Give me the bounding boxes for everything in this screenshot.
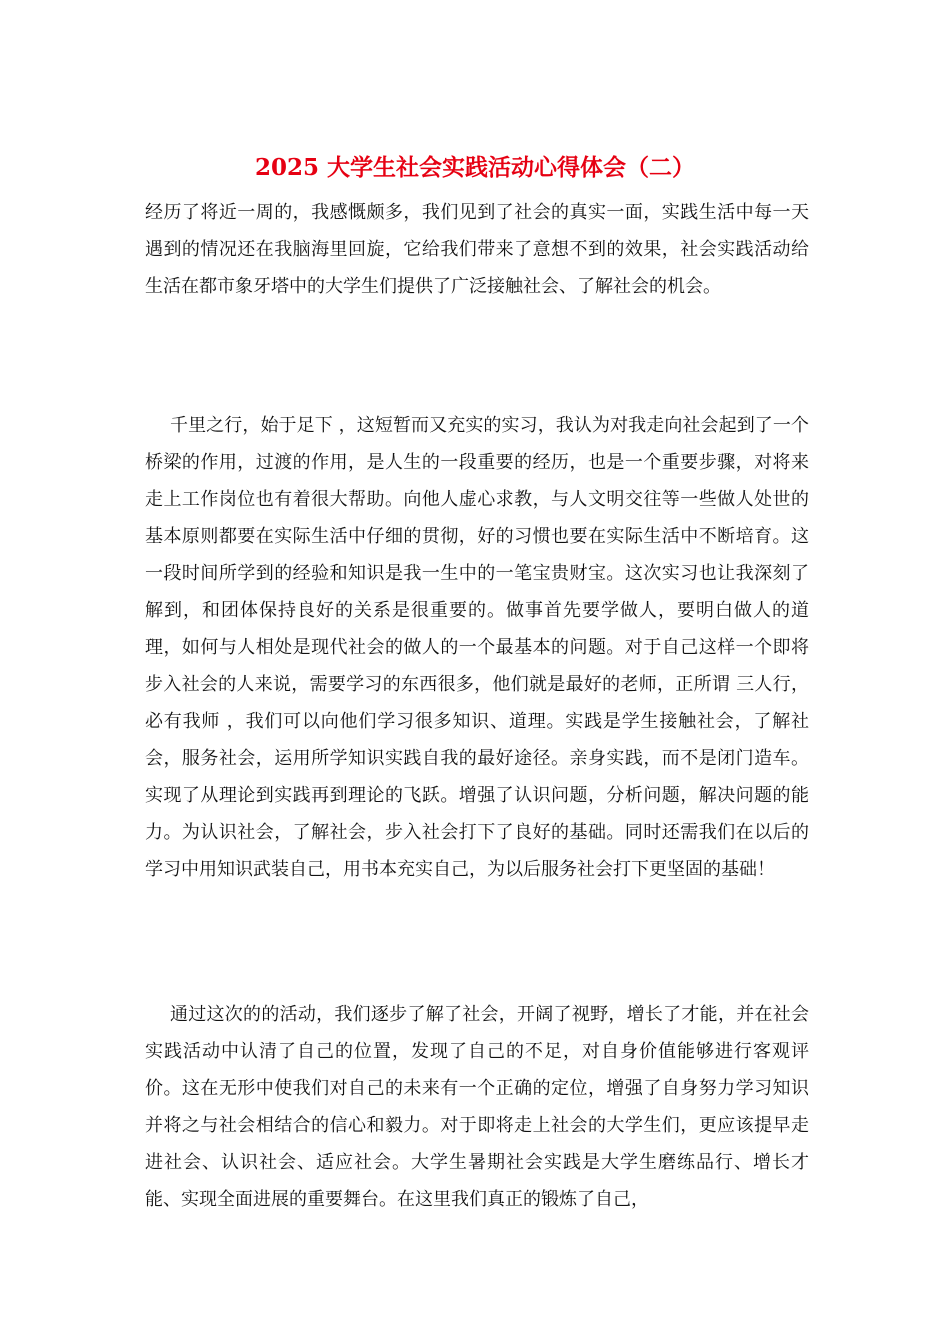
document-title: 2025 大学生社会实践活动心得体会（二） xyxy=(254,154,696,181)
paragraph-2: 千里之行，始于足下 ，这短暂而又充实的实习，我认为对我走向社会起到了一个桥梁的作用，过渡的作用，是人生的一段重要的经历，也是一个重要步骤，对将来走上工作岗位也有着很大帮助。向他人虚心求教，与人文明交往等一些做人处世的基本原则都要在实际生活中仔细的贯彻，好的习惯也要在实际生活中不断培育。这一段时间所学到的经验和知识是我一生中的一笔宝贵财宝。这次实习也让我深刻了解到，和团体保持良好的关系是很重要的。做事首先要学做人，要明白做人的道理，如何与人相处是现代社会的做人的一个最基本的问题。对于自己这样一个即将步入社会的人来说，需要学习的东西很多，他们就是最好的老师，正所谓 三人行，必有我师 ，我们可以向他们学习很多知识、道理。实践是学生接触社会，了解社会，服务社会，运用所学知识实践自我的最好途径。亲身实践，而不是闭门造车。实现了从理论到实践再到理论的飞跃。增强了认识问题，分析问题，解决问题的能力。为认识社会，了解社会，步入社会打下了良好的基础。同时还需我们在以后的学习中用知识武装自己，用书本充实自己，为以后服务社会打下更坚固的基础！ xyxy=(145,415,809,880)
paragraph-3: 通过这次的的活动，我们逐步了解了社会，开阔了视野，增长了才能，并在社会实践活动中认清了自己的位置，发现了自己的不足，对自身价值能够进行客观评价。这在无形中使我们对自己的未来有一个正确的定位，增强了自身努力学习知识并将之与社会相结合的信心和毅力。对于即将走上社会的大学生们，更应该提早走进社会、认识社会、适应社会。大学生暑期社会实践是大学生磨练品行、增长才能、实现全面进展的重要舞台。在这里我们真正的锻炼了自己， xyxy=(145,1004,809,1210)
paragraph-1: 经历了将近一周的，我感慨颇多，我们见到了社会的真实一面，实践生活中每一天遇到的情况还在我脑海里回旋，它给我们带来了意想不到的效果，社会实践活动给生活在都市象牙塔中的大学生们提供了广泛接触社会、了解社会的机会。 xyxy=(145,202,809,297)
